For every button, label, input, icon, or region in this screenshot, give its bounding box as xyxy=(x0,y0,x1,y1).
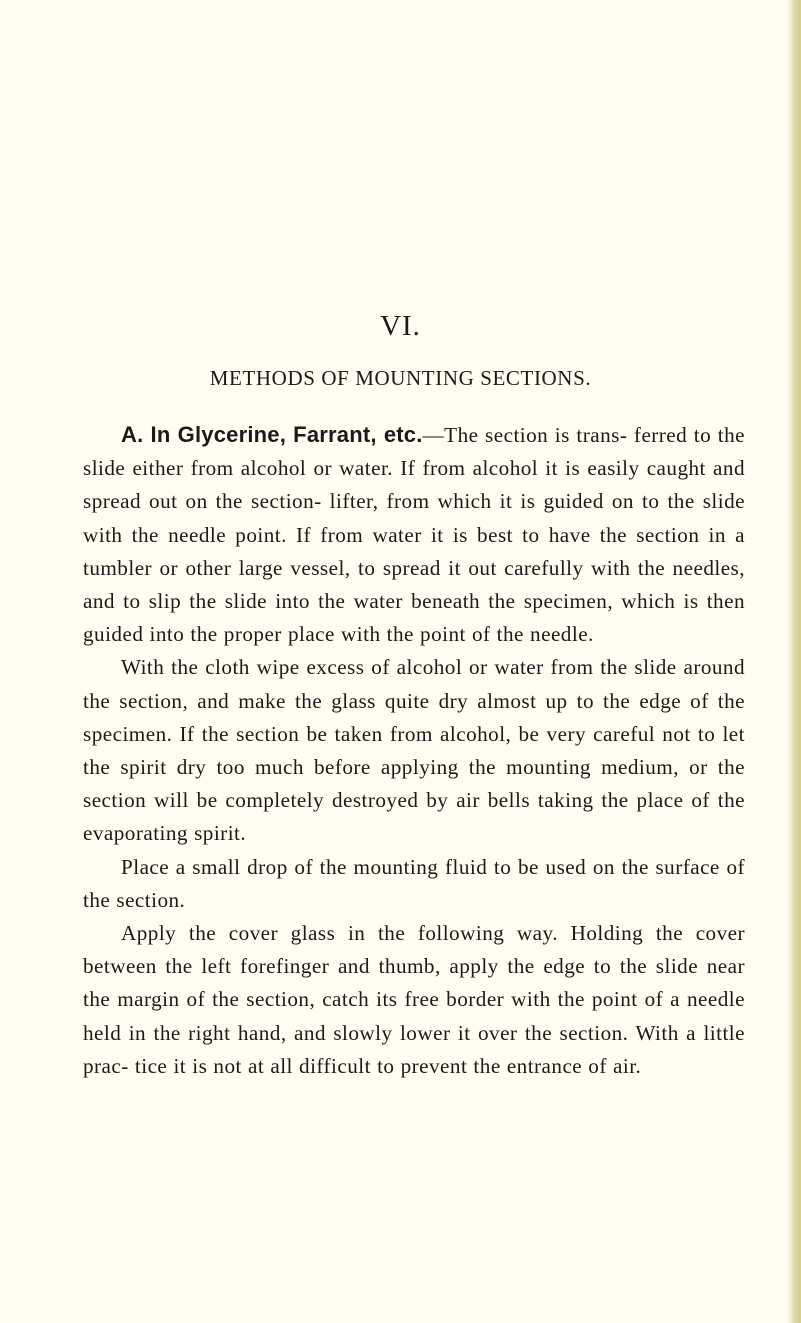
body-text xyxy=(83,418,745,1083)
chapter-title: METHODS OF MOUNTING SECTIONS. xyxy=(209,366,592,390)
paragraph-1-text: —The section is trans- ferred to the slide either from alcohol or water. If from alcohol it is easily caught and spread out on the section- lifter, from which it is guided on to the slide with the needle point. If from water it is best to have the section in a tumbler or other large vessel, to spread it out carefully with the needles, and to slip the slide into the water beneath the specimen, which is then guided into the proper place with the point of the needle. xyxy=(83,423,745,647)
paragraph-3: Place a small drop of the mounting fluid to be used on the surface of the section. xyxy=(83,854,745,912)
chapter-number: VI. xyxy=(380,310,421,342)
page-edge-shadow xyxy=(787,0,801,1323)
paragraph-4: Apply the cover glass in the following way. Holding the cover between the left forefinger and thumb, apply the edge to the slide near the margin of the section, catch its free border with the point of a needle held in the right hand, and slowly lower it over the section. With a little prac- tice it is not at all difficult to prevent the entrance of air. xyxy=(83,921,745,1078)
paragraph-1 xyxy=(83,418,745,651)
paragraph-2: With the cloth wipe excess of alcohol or water from the slide around the section, and make the glass quite dry almost up to the edge of the specimen. If the section be taken from alcohol, be very careful not to let the spirit dry too much before applying the mounting medium, or the section will be completely destroyed by air bells taking the place of the evaporating spirit. xyxy=(83,655,745,846)
section-heading: A. In Glycerine, Farrant, etc. xyxy=(121,422,423,447)
